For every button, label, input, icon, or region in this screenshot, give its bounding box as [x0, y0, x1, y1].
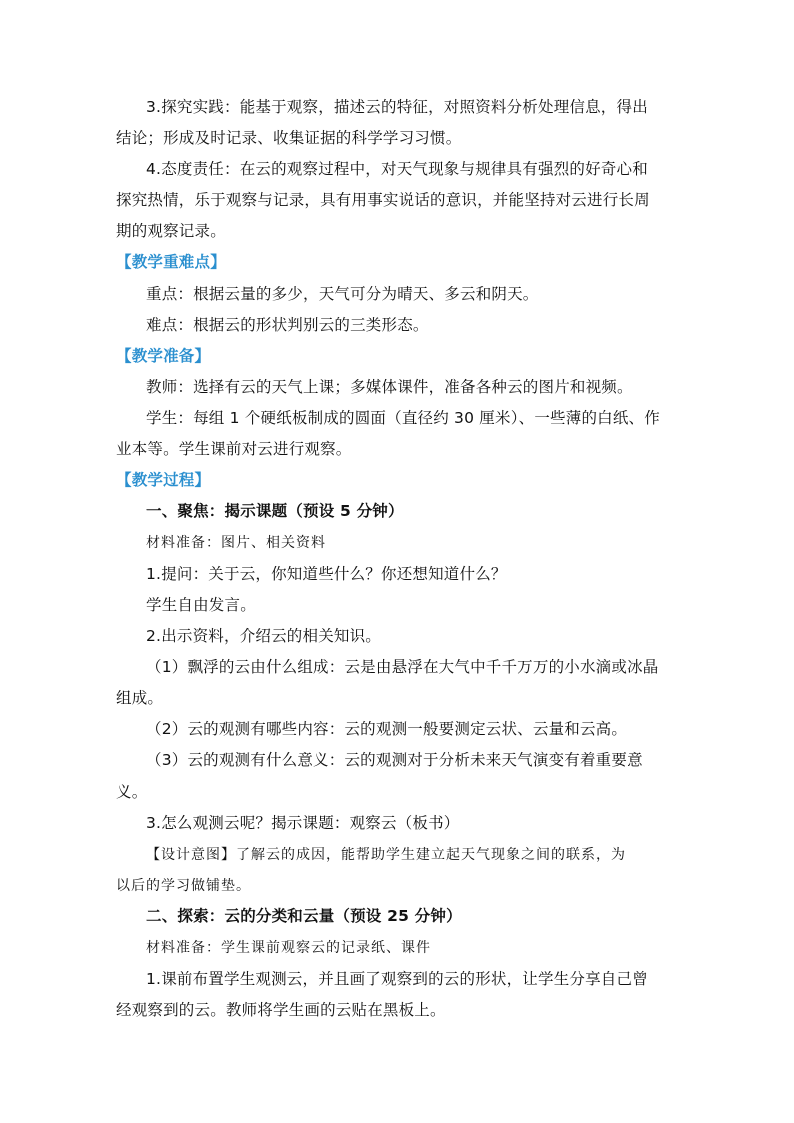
text-line: 结论；形成及时记录、收集证据的科学学习习惯。	[116, 129, 462, 147]
subsection-heading: 二、探索：云的分类和云量（预设 25 分钟）	[146, 907, 462, 925]
text-line: 2.出示资料，介绍云的相关知识。	[146, 627, 381, 645]
section-heading: 【教学准备】	[116, 347, 211, 365]
text-line: 4.态度责任：在云的观察过程中，对天气现象与规律具有强烈的好奇心和	[146, 160, 648, 178]
text-line: （3）云的观测有什么意义：云的观测对于分析未来天气演变有着重要意	[146, 751, 643, 769]
text-line: 业本等。学生课前对云进行观察。	[116, 440, 352, 458]
materials-line: 材料准备：学生课前观察云的记录纸、课件	[146, 940, 431, 956]
text-line: 3.探究实践：能基于观察，描述云的特征，对照资料分析处理信息，得出	[146, 98, 648, 116]
text-line: 教师：选择有云的天气上课；多媒体课件，准备各种云的图片和视频。	[146, 378, 633, 396]
text-line: 1.提问：关于云，你知道些什么？你还想知道什么？	[146, 565, 507, 583]
text-line: （2）云的观测有哪些内容：云的观测一般要测定云状、云量和云高。	[146, 720, 628, 738]
section-heading: 【教学重难点】	[116, 253, 226, 271]
text-line: 期的观察记录。	[116, 222, 226, 240]
text-line: 探究热情，乐于观察与记录，具有用事实说话的意识，并能坚持对云进行长周	[116, 191, 650, 209]
design-intent-line: 以后的学习做铺垫。	[116, 878, 251, 894]
section-heading: 【教学过程】	[116, 471, 211, 489]
text-line: 3.怎么观测云呢？揭示课题：观察云（板书）	[146, 814, 460, 832]
text-line: 难点：根据云的形状判别云的三类形态。	[146, 316, 429, 334]
text-line: 重点：根据云量的多少，天气可分为晴天、多云和阴天。	[146, 285, 539, 303]
text-line: 组成。	[116, 689, 164, 707]
subsection-heading: 一、聚焦：揭示课题（预设 5 分钟）	[146, 502, 404, 520]
materials-line: 材料准备：图片、相关资料	[146, 535, 326, 551]
text-line: 1.课前布置学生观测云，并且画了观察到的云的形状，让学生分享自己曾	[146, 970, 648, 988]
text-line: （1）飘浮的云由什么组成：云是由悬浮在大气中千千万万的小水滴或冰晶	[146, 658, 659, 676]
text-line: 义。	[116, 783, 148, 801]
design-intent-line: 【设计意图】了解云的成因，能帮助学生建立起天气现象之间的联系，为	[146, 847, 626, 863]
text-line: 经观察到的云。教师将学生画的云贴在黑板上。	[116, 1001, 446, 1019]
text-line: 学生自由发言。	[146, 596, 256, 614]
text-line: 学生：每组 1 个硬纸板制成的圆面（直径约 30 厘米）、一些薄的白纸、作	[146, 409, 660, 427]
